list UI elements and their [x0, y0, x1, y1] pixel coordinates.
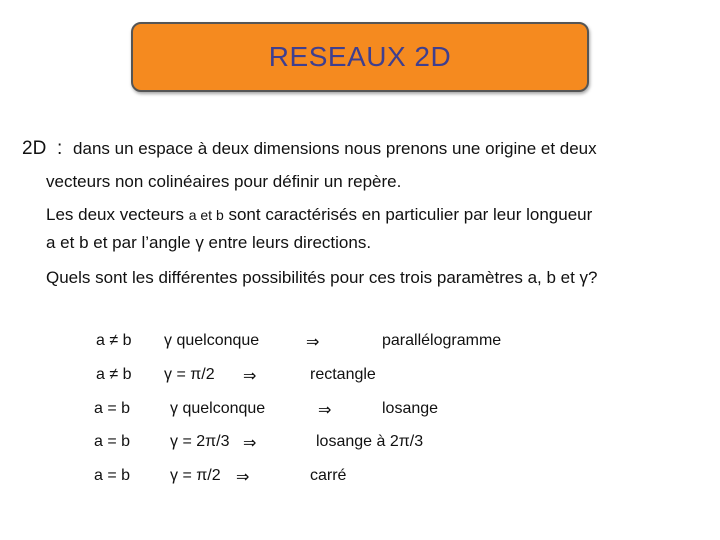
case-row: [0, 400, 720, 420]
case-result: carré: [310, 467, 347, 484]
case-condition: a = b: [94, 467, 131, 484]
implies-arrow: ⇒: [318, 402, 332, 419]
case-condition: a ≠ b: [96, 366, 132, 383]
case-condition: a ≠ b: [96, 332, 132, 349]
slide-title: RESEAUX 2D: [268, 41, 452, 72]
para2-line-1: [46, 205, 592, 225]
implies-arrow: ⇒: [243, 368, 257, 385]
case-row: [0, 433, 720, 453]
case-result: rectangle: [310, 366, 376, 383]
case-condition: a = b: [94, 400, 131, 417]
case-angle: γ quelconque: [170, 400, 266, 417]
case-angle: γ = 2π/3: [170, 433, 230, 450]
case-row: [0, 332, 720, 352]
para2-pre: Les deux vecteurs: [46, 205, 184, 224]
para2-vectors: a et b: [188, 207, 224, 223]
intro-label: 2D: [22, 138, 47, 159]
implies-arrow: ⇒: [243, 435, 257, 452]
case-angle: γ = π/2: [164, 366, 215, 383]
case-result: losange: [382, 400, 439, 417]
title-box: [131, 22, 589, 92]
case-angle: γ = π/2: [170, 467, 221, 484]
implies-arrow: ⇒: [236, 469, 250, 486]
para2-line-2: a et b et par l’angle γ entre leurs directions.: [46, 233, 372, 252]
intro-line-1: [22, 138, 597, 160]
question-line: Quels sont les différentes possibilités pour ces trois paramètres a, b et γ?: [46, 268, 598, 287]
case-angle: γ quelconque: [164, 332, 260, 349]
case-row: [0, 467, 720, 487]
implies-arrow: ⇒: [306, 334, 320, 351]
intro-line-2: vecteurs non colinéaires pour définir un repère.: [46, 172, 402, 191]
case-row: [0, 366, 720, 386]
intro-text-1: dans un espace à deux dimensions nous prenons une origine et deux: [73, 139, 597, 158]
para2-post: sont caractérisés en particulier par leur longueur: [228, 205, 593, 224]
case-condition: a = b: [94, 433, 131, 450]
case-result: parallélogramme: [382, 332, 502, 349]
intro-colon: :: [57, 138, 63, 159]
case-result: losange à 2π/3: [316, 433, 424, 450]
